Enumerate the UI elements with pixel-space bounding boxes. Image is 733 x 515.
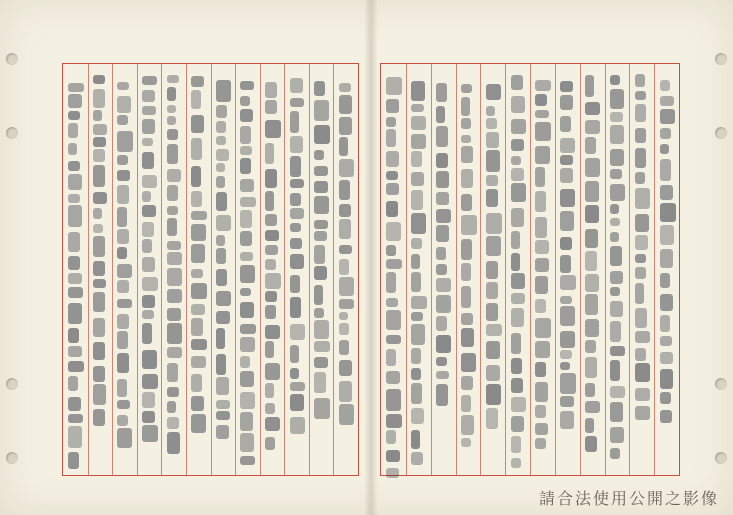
page-fold bbox=[364, 0, 378, 515]
binding-hole bbox=[715, 452, 727, 464]
handwritten-column bbox=[482, 68, 504, 471]
handwritten-column bbox=[407, 68, 429, 471]
binding-hole bbox=[6, 127, 18, 139]
handwritten-column bbox=[286, 68, 308, 471]
handwritten-column bbox=[457, 68, 479, 471]
handwritten-column bbox=[261, 68, 283, 471]
binding-hole bbox=[6, 378, 18, 390]
handwritten-column bbox=[163, 68, 185, 471]
handwritten-column bbox=[212, 68, 234, 471]
handwritten-column bbox=[656, 68, 678, 471]
handwritten-column bbox=[581, 68, 603, 471]
left-page-ruled-area bbox=[62, 63, 359, 476]
handwritten-column bbox=[187, 68, 209, 471]
handwritten-column bbox=[531, 68, 553, 471]
usage-watermark: 請合法使用公開之影像 bbox=[538, 489, 719, 508]
binding-hole bbox=[715, 127, 727, 139]
handwritten-column bbox=[236, 68, 258, 471]
right-page-ruled-area bbox=[380, 63, 680, 476]
handwritten-column bbox=[631, 68, 653, 471]
binding-hole bbox=[6, 452, 18, 464]
handwritten-column bbox=[113, 68, 135, 471]
handwritten-column bbox=[507, 68, 529, 471]
handwritten-column bbox=[138, 68, 160, 471]
handwritten-column bbox=[89, 68, 111, 471]
handwritten-column bbox=[556, 68, 578, 471]
handwritten-column bbox=[310, 68, 332, 471]
handwritten-column bbox=[335, 68, 357, 471]
handwritten-column bbox=[64, 68, 86, 471]
binding-hole bbox=[715, 53, 727, 65]
handwritten-column bbox=[606, 68, 628, 471]
handwritten-column bbox=[382, 68, 404, 471]
binding-hole bbox=[715, 378, 727, 390]
binding-hole bbox=[6, 53, 18, 65]
handwritten-column bbox=[432, 68, 454, 471]
